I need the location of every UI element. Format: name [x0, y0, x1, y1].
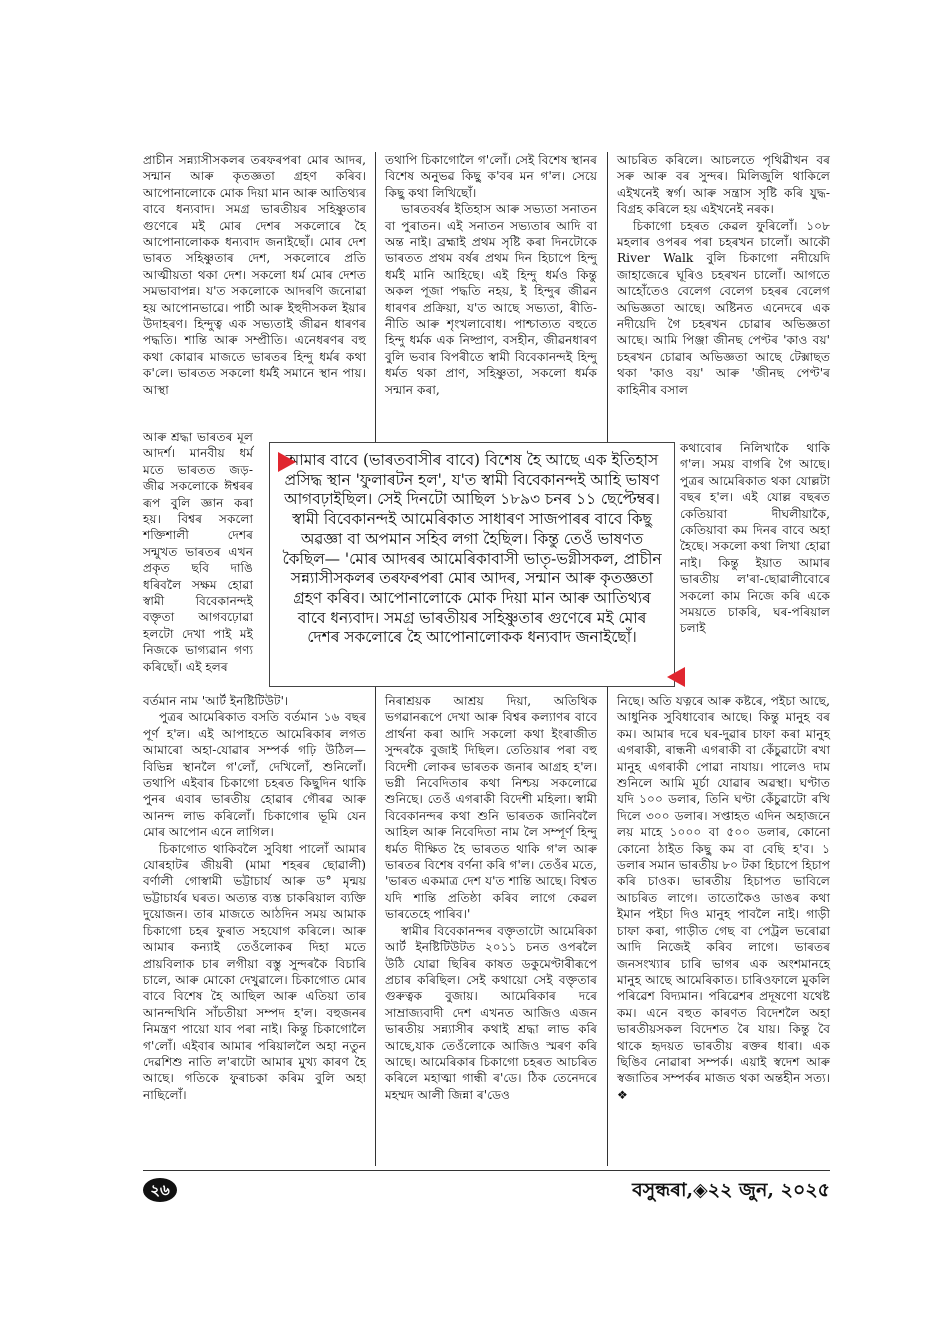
paragraph: আচৰিত কৰিলে। আচলতে পৃথিৱীখন বৰ সৰু আৰু বৰ সুন্দৰ। মিলিজুলি থাকিলে এইখনেই স্বৰ্গ। আৰু সন্ত্ৰাস সৃষ্টি কৰি যুদ্ধ-বিগ্ৰহ কৰিলে হয় এইখনেই নৰক।: [617, 153, 830, 217]
paragraph: আৰু শ্ৰদ্ধা ভাৰতৰ মূল আদৰ্শ। মানবীয় ধৰ্ম মতে ভাৰতত জড়-জীৱ সকলোকে ঈশ্বৰৰ ৰূপ বুলি জ্ঞান কৰা হয়। বিশ্বৰ সকলো শক্তিশালী দেশৰ সন্মুখত ভাৰতৰ এখন প্ৰকৃত ছবি দাঙি ধৰিবলৈ সক্ষম হোৱা স্বামী বিবেকানন্দই বক্তৃতা আগবঢ়োৱা হলটো দেখা পাই মই নিজকে ভাগ্যৱান গণ্য কৰিছোঁ। এই হলৰ: [143, 430, 253, 674]
column-1-bottom: [143, 693, 366, 1103]
magazine-footer: বসুন্ধৰা,◈২২ জুন, ২০২৫: [632, 1179, 830, 1201]
column-2-top: [385, 152, 597, 398]
paragraph: পুত্ৰৰ আমেৰিকাত বসতি বৰ্তমান ১৬ বছৰ পূৰ্ণ হ'ল। এই আপাহতে আমেৰিকাৰ লগত আমাৰো অহা-যোৱাৰ সম্পৰ্ক গঢ়ি উঠিল— বিভিন্ন স্থানলৈ গ'লোঁ, দেখিলোঁ, শুনিলোঁ। তথাপি এইবাৰ চিকাগো চহৰত কিছুদিন থাকি পুনৰ এবাৰ ভাৰতীয় হোৱাৰ গৌৰৱ আৰু আনন্দ লাভ কৰিলোঁ। চিকাগোৰ ভূমি যেন মোৰ আপোন এনে লাগিল।: [143, 710, 366, 840]
page-number: ২৬: [143, 1178, 177, 1202]
paragraph: বৰ্তমান নাম 'আৰ্ট ইনষ্টিটিউট'।: [143, 694, 289, 708]
red-triangle-left-icon: [278, 452, 296, 472]
paragraph: স্বামীৰ বিবেকানন্দৰ বক্তৃতাটো আমেৰিকা আৰ্ট ইনষ্টিটিউটত ২০১১ চনত ওপৰলৈ উঠি যোৱা ছিৰিৰ কাষত ডকুমেণ্টাৰীৰূপে প্ৰচাৰ কৰিছিল। সেই কথায়ো সেই বক্তৃতাৰ গুৰুত্বক বুজায়। আমেৰিকাৰ দৰে সাম্ৰাজ্যবাদী দেশ এখনত আজিও এজন ভাৰতীয় সন্ন্যাসীৰ কথাই শ্ৰদ্ধা লাভ কৰি আছে,যাক তেওঁলোকে আজিও স্মৰণ কৰি আছে। আমেৰিকাৰ চিকাগো চহৰত আচৰিত কৰিলে মহাত্মা গান্ধী ৰ'ডে। ঠিক তেনেদৰে মহম্মদ আলী জিন্না ৰ'ডেও: [385, 923, 597, 1102]
paragraph: নিৰাশ্ৰয়ক আশ্ৰয় দিয়া, অতিথিক ভগৱানৰূপে দেখা আৰু বিশ্বৰ কল্যাণৰ বাবে প্ৰাৰ্থনা কৰা আদি সকলো কথা ইংৰাজীত সুন্দৰকৈ বুজাই দিছিল। তেতিয়াৰ পৰা বহু বিদেশী লোকৰ ভাৰতক জনাৰ আগ্ৰহ হ'ল। ভগ্নী নিবেদিতাৰ কথা নিশ্চয় সকলোৱে শুনিছে। তেওঁ এগৰাকী বিদেশী মহিলা। স্বামী বিবেকানন্দৰ কথা শুনি ভাৰতক জানিবলৈ আহিল আৰু নিবেদিতা নাম লৈ সম্পূৰ্ণ হিন্দু ধৰ্মত দীক্ষিত হৈ ভাৰতত থাকি গ'ল আৰু ভাৰতৰ বিশেষ বৰ্ণনা কৰি গ'ল। তেওঁৰ মতে, 'ভাৰত একমাত্ৰ দেশ য'ত শান্তি আছে। বিশ্বত যদি শান্তি প্ৰতিষ্ঠা কৰিব লাগে কেৱল ভাৰতেহে পাৰিব।': [385, 694, 597, 922]
column-3-middle: [680, 440, 830, 637]
paragraph: প্ৰাচীন সন্ন্যাসীসকলৰ তৰফৰপৰা মোৰ আদৰ, সন্মান আৰু কৃতজ্ঞতা গ্ৰহণ কৰিব। আপোনালোকে মোক দিয়া মান আৰু আতিথ্যৰ বাবে ধন্যবাদ। সমগ্ৰ ভাৰতীয়ৰ সহিষ্ণুতাৰ গুণেৰে মই মোৰ দেশৰ সকলোৰে হৈ আপোনালোকক ধন্যবাদ জনাইছোঁ। মোৰ দেশ ভাৰত সহিষ্ণুতাৰ দেশ, সকলোৰে প্ৰতি আত্মীয়তা থকা দেশ। সকলো ধৰ্ম মোৰ দেশত সমভাবাপন্ন। য'ত সকলোকে আদৰণি জনোৱা হয় আপোনভাৱে। পাৰ্চী আৰু ইহুদীসকল ইয়াৰ উদাহৰণ। হিন্দুত্ব এক সভ্যতাই জীৱন ধাৰণৰ পদ্ধতি। শান্তি আৰু সম্প্ৰীতি। এনেধৰণৰ বহু কথা কোৱাৰ মাজতে ভাৰতৰ হিন্দু ধৰ্মৰ কথা ক'লে। ভাৰতত সকলো ধৰ্মই সমানে স্থান পায়। আস্থা: [143, 153, 366, 397]
paragraph: নিছে। অতি যত্নৰে আৰু কষ্টৰে, পইচা আছে, আধুনিক সুবিধাবোৰ আছে। কিন্তু মানুহ বৰ কম। আমাৰ দৰে ঘৰ-দুৱাৰ চাফা কৰা মানুহ এগৰাকী, ৰান্ধনী এগৰাকী বা কেঁচুৱাটো ৰখা মানুহ এগৰাকী পোৱা নাযায়। পালেও দাম শুনিলে আমি মূৰ্চা যোৱাৰ অৱস্থা। ঘণ্টাত যদি ১০০ ডলাৰ, তিনি ঘণ্টা কেঁচুৱাটো ৰখি দিলে ৩০০ ডলাৰ। সপ্তাহত এদিন অহাজনে লয় মাহে ১০০০ বা ৫০০ ডলাৰ, কোনো কোনো ঠাইত কিছু কম বা বেছি হ'ব। ১ ডলাৰ সমান ভাৰতীয় ৮০ টকা হিচাপে হিচাপ কৰি চাওক। ভাৰতীয় হিচাপত ভাবিলে আচৰিত লাগে। তাতোকৈও ডাঙৰ কথা ইমান পইচা দিও মানুহ পাবলৈ নাই। গাড়ী চাফা কৰা, গাড়ীত গেছ বা পেট্ৰল ভৰোৱা আদি নিজেই কৰিব লাগে। ভাৰতৰ জনসংখ্যাৰ চাৰি ভাগৰ এক অংশমানহে মানুহ আছে আমেৰিকাত। চাৰিওফালে মুকলি পৰিৱেশ বিদ্যমান। পৰিৱেশৰ প্ৰদূষণো যথেষ্ট কম। এনে বহুত কাৰণত বিদেশলৈ অহা ভাৰতীয়সকল বিদেশত ৰৈ যায়। কিন্তু বৈ থাকে হৃদয়ত ভাৰতীয় ৰক্তৰ ধাৰা। এক ছিঙিব নোৱাৰা সম্পৰ্ক। এয়াই স্বদেশ আৰু স্বজাতিৰ সম্পৰ্কৰ মাজত থকা অন্তহীন সত্য। ❖: [617, 694, 830, 1102]
pull-quote-text: আমাৰ বাবে (ভাৰতবাসীৰ বাবে) বিশেষ হৈ আছে এক ইতিহাস প্ৰসিদ্ধ স্থান 'ফুলাৰটন হল', য'ত স্বামী বিবেকানন্দই আহি ভাষণ আগবঢ়াইছিল। সেই দিনটো আছিল ১৮৯৩ চনৰ ১১ ছেপ্টেম্বৰ। স্বামী বিবেকানন্দই আমেৰিকাত সাধাৰণ সাজপাৰৰ বাবে কিছু অৱজ্ঞা বা অপমান সহিব লগা হৈছিল। কিন্তু তেওঁ ভাষণত কৈছিল— 'মোৰ আদৰৰ আমেৰিকাবাসী ভাতৃ-ভগ্নীসকল, প্ৰাচীন সন্ন্যাসীসকলৰ তৰফৰপৰা মোৰ আদৰ, সন্মান আৰু কৃতজ্ঞতা গ্ৰহণ কৰিব। আপোনালোকে মোক দিয়া মান আৰু আতিথ্যৰ বাবে ধন্যবাদ। সমগ্ৰ ভাৰতীয়ৰ সহিষ্ণুতাৰ গুণেৰে মই মোৰ দেশৰ সকলোৰে হৈ আপোনালোকক ধন্যবাদ জনাইছোঁ।: [282, 451, 662, 647]
footer-divider: [143, 1170, 830, 1171]
column-1-middle: [143, 429, 253, 675]
column-1-top: [143, 152, 366, 398]
column-2-bottom: [385, 693, 597, 1103]
paragraph: ভাৰতবৰ্ষৰ ইতিহাস আৰু সভ্যতা সনাতন বা পুৰাতন। এই সনাতন সভ্যতাৰ আদি বা অন্ত নাই। ব্ৰহ্মাই প্ৰথম সৃষ্টি কৰা দিনটোকে ভাৰতত প্ৰথম বৰ্ষৰ প্ৰথম দিন হিচাপে হিন্দু ধৰ্মই মানি আহিছে। এই হিন্দু ধৰ্মও কিন্তু অকল পূজা পদ্ধতি নহয়, ই হিন্দুৰ জীৱন ধাৰণৰ প্ৰক্ৰিয়া, য'ত আছে সভ্যতা, ৰীতি-নীতি আৰু শৃংখলাবোধ। পাশ্চাত্যত বহুতে হিন্দু ধৰ্মক এক নিষ্প্ৰাণ, বসহীন, জীৱনধাৰণ বুলি ভবাৰ বিপৰীতে স্বামী বিবেকানন্দই হিন্দু ধৰ্মত থকা প্ৰাণ, সহিষ্ণুতা, সকলো ধৰ্মক সন্মান কৰা,: [385, 202, 597, 397]
paragraph: চিকাগোত থাকিবলৈ সুবিধা পালোঁ আমাৰ যোৰহাটৰ জীয়ৰী (মামা শহৰৰ ছোৱালী) বৰ্ণালী গোস্বামী ভট্টাচাৰ্য আৰু ড° মৃন্ময় ভট্টাচাৰ্যৰ ঘৰত। অত্যন্ত ব্যস্ত চাকৰিয়াল ব্যক্তি দুয়োজন। তাৰ মাজতে আঠদিন সময় আমাক চিকাগো চহৰ ফুৰাত সহযোগ কৰিলে। আৰু আমাৰ কন্যাই তেওঁলোকৰ দিহা মতে প্ৰায়বিলাক চাৰ লগীয়া বস্তু সুন্দৰকৈ বিচাৰি চালে, আৰু মোকো দেখুৱালে। চিকাগোত মোৰ বাবে বিশেষ হৈ আছিল আৰু এতিয়া তাৰ আনন্দখিনি সাঁচতীয়া সম্পদ হ'ল। বহুজনৰ নিমন্ত্ৰণ পায়ো যাব পৰা নাই। কিন্তু চিকাগোলৈ গ'লোঁ। এইবাৰ আমাৰ পৰিয়াললৈ অহা নতুন দেৱশিশু নাতি ল'ৰাটো আমাৰ মুখ্য কাৰণ হৈ আছে। গতিকে ফুৰাচকা কৰিম বুলি অহা নাছিলোঁ।: [143, 841, 366, 1102]
paragraph: তথাপি চিকাগোলৈ গ'লোঁ। সেই বিশেষ স্থানৰ বিশেষ অনুভৱ কিছু ক'বৰ মন গ'ল। সেয়ে কিছু কথা লিখিছোঁ।: [385, 153, 597, 200]
pull-quote-box: [269, 442, 675, 687]
paragraph: কথাবোৰ নিলিখাকৈ থাকি গ'ল। সময় বাগৰি গৈ আছে। পুত্ৰৰ আমেৰিকাত থকা যোল্লটা বছৰ হ'ল। এই যোল্ল বছৰত কেতিয়াবা দীঘলীয়াকৈ, কেতিয়াবা কম দিনৰ বাবে অহা হৈছে। সকলো কথা লিখা হোৱা নাই। কিন্তু ইয়াত আমাৰ ভাৰতীয় ল'ৰা-ছোৱালীবোৰে সকলো কাম নিজে কৰি একে সময়তে চাকৰি, ঘৰ-পৰিয়াল চলাই: [680, 441, 830, 636]
column-3-top: [617, 152, 830, 398]
column-3-bottom: [617, 693, 830, 1103]
red-triangle-right-icon: [667, 667, 685, 687]
paragraph: চিকাগো চহৰত কেৱল ফুৰিলোঁ। ১০৮ মহলাৰ ওপৰৰ পৰা চহৰখন চালোঁ। আকৌ River Walk বুলি চিকাগো নদীয়েদি জাহাজেৰে ঘূৰিও চহৰখন চালোঁ। আগতে আহোঁতেও বেলেগ বেলেগ চহৰৰ বেলেগ অভিজ্ঞতা আছে। অষ্টিনত এনেদৰে এক নদীয়েদি গৈ চহৰখন চোৱাৰ অভিজ্ঞতা আছে। আমি পিঞ্জা জীনছ পেণ্টৰ 'কাও বয়' চহৰখন চোৱাৰ অভিজ্ঞতা আছে টেক্সাছত থকা 'কাও বয়' আৰু 'জীনছ পেণ্ট'ৰ কাহিনীৰ বসাল: [617, 218, 830, 397]
